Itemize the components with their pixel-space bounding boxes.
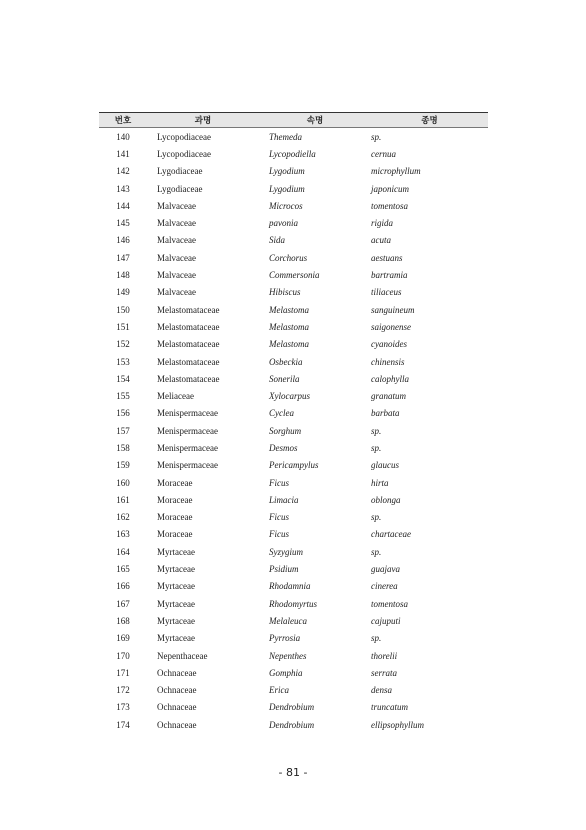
genus-cell: Limacia bbox=[269, 494, 299, 505]
row-number: 159 bbox=[116, 460, 130, 471]
row-number: 145 bbox=[116, 218, 130, 229]
family-cell: Ochnaceae bbox=[157, 667, 197, 678]
species-cell: sp. bbox=[371, 512, 382, 523]
row-number: 173 bbox=[116, 702, 130, 713]
species-cell: serrata bbox=[371, 667, 398, 678]
row-number: 150 bbox=[116, 304, 130, 315]
family-cell: Lycopodiaceae bbox=[157, 148, 211, 159]
family-cell: Menispermaceae bbox=[157, 408, 218, 419]
family-cell: Malvaceae bbox=[157, 270, 196, 281]
family-cell: Myrtaceae bbox=[157, 564, 195, 575]
genus-cell: Xylocarpus bbox=[269, 391, 310, 402]
header-family: 과명 bbox=[147, 113, 259, 128]
species-cell: japonicum bbox=[371, 183, 409, 194]
genus-cell: Nepenthes bbox=[269, 650, 307, 661]
row-number: 147 bbox=[116, 252, 130, 263]
species-cell: rigida bbox=[371, 218, 394, 229]
row-number: 171 bbox=[116, 667, 130, 678]
genus-cell: Lycopodiella bbox=[269, 148, 316, 159]
table-row bbox=[99, 266, 488, 283]
family-cell: Melastomataceae bbox=[157, 373, 220, 384]
species-cell: sanguineum bbox=[371, 304, 415, 315]
row-number: 157 bbox=[116, 425, 130, 436]
genus-cell: Microcos bbox=[269, 200, 303, 211]
table-row bbox=[99, 232, 488, 249]
header-number: 번호 bbox=[99, 113, 147, 128]
row-number: 144 bbox=[116, 200, 130, 211]
table-row bbox=[99, 214, 488, 231]
table-row bbox=[99, 387, 488, 404]
genus-cell: Melaleuca bbox=[269, 615, 307, 626]
genus-cell: Pyrrosia bbox=[269, 633, 301, 644]
family-cell: Malvaceae bbox=[157, 235, 196, 246]
table-row bbox=[99, 716, 488, 733]
genus-cell: Dendrobium bbox=[269, 719, 315, 730]
table-row bbox=[99, 595, 488, 612]
row-number: 166 bbox=[116, 581, 130, 592]
table-row bbox=[99, 474, 488, 491]
genus-cell: Ficus bbox=[269, 512, 289, 523]
row-number: 165 bbox=[116, 564, 130, 575]
table-row bbox=[99, 422, 488, 439]
species-cell: barbata bbox=[371, 408, 400, 419]
species-cell: sp. bbox=[371, 546, 382, 557]
genus-cell: Commersonia bbox=[269, 270, 320, 281]
table-row bbox=[99, 353, 488, 370]
header-row bbox=[99, 113, 488, 128]
family-cell: Lycopodiaceae bbox=[157, 131, 211, 142]
row-number: 143 bbox=[116, 183, 130, 194]
row-number: 161 bbox=[116, 494, 130, 505]
family-cell: Moraceae bbox=[157, 529, 193, 540]
family-cell: Lygodiaceae bbox=[157, 166, 203, 177]
row-number: 140 bbox=[116, 131, 130, 142]
species-cell: sp. bbox=[371, 633, 382, 644]
row-number: 148 bbox=[116, 270, 130, 281]
table-row bbox=[99, 457, 488, 474]
table-row bbox=[99, 336, 488, 353]
table-row bbox=[99, 163, 488, 180]
species-cell: saigonense bbox=[371, 321, 411, 332]
table-row bbox=[99, 249, 488, 266]
species-cell: microphyllum bbox=[371, 166, 421, 177]
species-cell: bartramia bbox=[371, 270, 408, 281]
table-row bbox=[99, 197, 488, 214]
table-row bbox=[99, 509, 488, 526]
row-number: 167 bbox=[116, 598, 130, 609]
table-row bbox=[99, 682, 488, 699]
family-cell: Ochnaceae bbox=[157, 702, 197, 713]
species-cell: guajava bbox=[371, 564, 400, 575]
family-cell: Melastomataceae bbox=[157, 339, 220, 350]
genus-cell: Sida bbox=[269, 235, 286, 246]
row-number: 156 bbox=[116, 408, 130, 419]
genus-cell: Sorghum bbox=[269, 425, 302, 436]
genus-cell: Rhodamnia bbox=[269, 581, 311, 592]
row-number: 169 bbox=[116, 633, 130, 644]
family-cell: Myrtaceae bbox=[157, 633, 195, 644]
row-number: 170 bbox=[116, 650, 130, 661]
family-cell: Myrtaceae bbox=[157, 615, 195, 626]
row-number: 155 bbox=[116, 391, 130, 402]
table-row bbox=[99, 145, 488, 162]
row-number: 162 bbox=[116, 512, 130, 523]
genus-cell: Hibiscus bbox=[269, 287, 301, 298]
species-cell: cernua bbox=[371, 148, 396, 159]
genus-cell: Syzygium bbox=[269, 546, 303, 557]
table-row bbox=[99, 526, 488, 543]
species-cell: chinensis bbox=[371, 356, 405, 367]
row-number: 142 bbox=[116, 166, 130, 177]
species-table-container bbox=[99, 112, 488, 733]
genus-cell: Cyclea bbox=[269, 408, 294, 419]
family-cell: Ochnaceae bbox=[157, 719, 197, 730]
row-number: 146 bbox=[116, 235, 130, 246]
genus-cell: Gomphia bbox=[269, 667, 303, 678]
table-row bbox=[99, 647, 488, 664]
species-cell: tiliaceus bbox=[371, 287, 402, 298]
species-cell: tomentosa bbox=[371, 200, 408, 211]
genus-cell: Desmos bbox=[269, 442, 298, 453]
family-cell: Melastomataceae bbox=[157, 356, 220, 367]
species-cell: granatum bbox=[371, 391, 407, 402]
page-number: - 81 - bbox=[278, 766, 308, 779]
species-cell: densa bbox=[371, 685, 392, 696]
genus-cell: Osbeckia bbox=[269, 356, 303, 367]
row-number: 158 bbox=[116, 442, 130, 453]
row-number: 168 bbox=[116, 615, 130, 626]
row-number: 172 bbox=[116, 685, 130, 696]
table-row bbox=[99, 128, 488, 146]
table-row bbox=[99, 439, 488, 456]
table-row bbox=[99, 284, 488, 301]
table-row bbox=[99, 405, 488, 422]
table-row bbox=[99, 560, 488, 577]
genus-cell: Pericampylus bbox=[269, 460, 319, 471]
species-cell: cinerea bbox=[371, 581, 398, 592]
family-cell: Ochnaceae bbox=[157, 685, 197, 696]
table-row bbox=[99, 630, 488, 647]
table-row bbox=[99, 301, 488, 318]
family-cell: Myrtaceae bbox=[157, 581, 195, 592]
family-cell: Moraceae bbox=[157, 494, 193, 505]
row-number: 153 bbox=[116, 356, 130, 367]
genus-cell: Melastoma bbox=[269, 304, 309, 315]
row-number: 151 bbox=[116, 321, 130, 332]
table-body bbox=[99, 128, 488, 734]
table-row bbox=[99, 370, 488, 387]
family-cell: Menispermaceae bbox=[157, 425, 218, 436]
genus-cell: Psidium bbox=[269, 564, 299, 575]
genus-cell: Lygodium bbox=[269, 183, 305, 194]
species-cell: sp. bbox=[371, 442, 382, 453]
genus-cell: Corchorus bbox=[269, 252, 308, 263]
species-cell: cyanoides bbox=[371, 339, 407, 350]
row-number: 163 bbox=[116, 529, 130, 540]
genus-cell: Melastoma bbox=[269, 321, 309, 332]
table-row bbox=[99, 318, 488, 335]
species-cell: aestuans bbox=[371, 252, 403, 263]
species-cell: chartaceae bbox=[371, 529, 411, 540]
species-cell: hirta bbox=[371, 477, 389, 488]
genus-cell: Erica bbox=[269, 685, 289, 696]
species-cell: glaucus bbox=[371, 460, 399, 471]
table-row bbox=[99, 578, 488, 595]
family-cell: Lygodiaceae bbox=[157, 183, 203, 194]
species-table bbox=[99, 112, 488, 733]
row-number: 141 bbox=[116, 148, 130, 159]
species-cell: tomentosa bbox=[371, 598, 408, 609]
table-row bbox=[99, 699, 488, 716]
table-row bbox=[99, 491, 488, 508]
genus-cell: Dendrobium bbox=[269, 702, 315, 713]
species-cell: ellipsophyllum bbox=[371, 719, 424, 730]
family-cell: Nepenthaceae bbox=[157, 650, 208, 661]
family-cell: Menispermaceae bbox=[157, 460, 218, 471]
species-cell: truncatum bbox=[371, 702, 408, 713]
family-cell: Malvaceae bbox=[157, 218, 196, 229]
genus-cell: Ficus bbox=[269, 477, 289, 488]
genus-cell: Ficus bbox=[269, 529, 289, 540]
family-cell: Melastomataceae bbox=[157, 321, 220, 332]
species-cell: cajuputi bbox=[371, 615, 401, 626]
table-row bbox=[99, 612, 488, 629]
genus-cell: Sonerila bbox=[269, 373, 300, 384]
row-number: 152 bbox=[116, 339, 130, 350]
family-cell: Myrtaceae bbox=[157, 546, 195, 557]
family-cell: Melastomataceae bbox=[157, 304, 220, 315]
row-number: 149 bbox=[116, 287, 130, 298]
header-species: 종명 bbox=[371, 113, 488, 128]
family-cell: Menispermaceae bbox=[157, 442, 218, 453]
table-row bbox=[99, 180, 488, 197]
genus-cell: Melastoma bbox=[269, 339, 309, 350]
genus-cell: pavonia bbox=[269, 218, 298, 229]
header-genus: 속명 bbox=[259, 113, 371, 128]
species-cell: sp. bbox=[371, 425, 382, 436]
species-cell: calophylla bbox=[371, 373, 409, 384]
family-cell: Malvaceae bbox=[157, 252, 196, 263]
species-cell: thorelii bbox=[371, 650, 398, 661]
species-cell: acuta bbox=[371, 235, 391, 246]
row-number: 160 bbox=[116, 477, 130, 488]
genus-cell: Rhodomyrtus bbox=[269, 598, 317, 609]
genus-cell: Lygodium bbox=[269, 166, 305, 177]
species-cell: sp. bbox=[371, 131, 382, 142]
family-cell: Moraceae bbox=[157, 512, 193, 523]
family-cell: Moraceae bbox=[157, 477, 193, 488]
species-cell: oblonga bbox=[371, 494, 401, 505]
table-header bbox=[99, 113, 488, 128]
genus-cell: Themeda bbox=[269, 131, 302, 142]
family-cell: Meliaceae bbox=[157, 391, 194, 402]
family-cell: Malvaceae bbox=[157, 287, 196, 298]
table-row bbox=[99, 543, 488, 560]
family-cell: Malvaceae bbox=[157, 200, 196, 211]
row-number: 174 bbox=[116, 719, 130, 730]
family-cell: Myrtaceae bbox=[157, 598, 195, 609]
table-row bbox=[99, 664, 488, 681]
row-number: 164 bbox=[116, 546, 130, 557]
row-number: 154 bbox=[116, 373, 130, 384]
